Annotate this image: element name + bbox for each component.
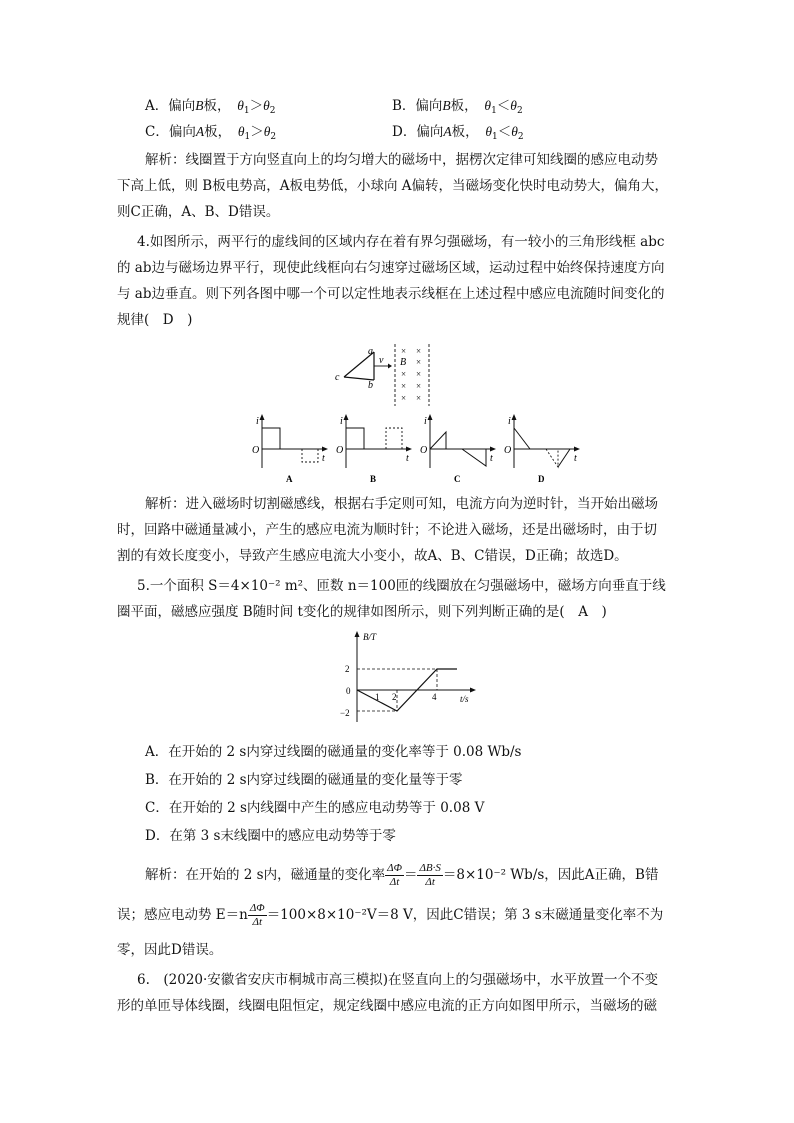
q3-option-d: D．偏向A板， $\theta_1<\theta_2$	[392, 124, 524, 142]
axis-label-origin: O	[504, 445, 512, 456]
x-axis-arrow	[470, 688, 476, 693]
q4-graph-b	[336, 414, 412, 484]
y-axis-arrow	[355, 631, 360, 637]
q4-stem-line-1: 4.如图所示，两平行的虚线间的区域内存在着有界匀强磁场，有一较小的三角形线框 abc	[137, 234, 665, 250]
q4-graph-d	[504, 414, 580, 484]
q5-analysis-line-3: 零，因此D错误。	[117, 942, 223, 958]
axis-label-t: t	[322, 453, 325, 464]
graph-label-c: C	[454, 474, 461, 484]
cross-mark: ×	[416, 381, 422, 391]
q5-bt-graph	[330, 628, 480, 724]
q4-analysis-line-3: 割的有效长度变小，导致产生感应电流大小变小，故A、B、C错误，D正确；故选D。	[117, 548, 628, 564]
graph-label-b: B	[370, 474, 377, 484]
axis-label-t: t	[574, 453, 577, 464]
y-axis-arrow	[260, 414, 265, 420]
x-axis-arrow	[322, 447, 328, 452]
q4-setup-figure	[330, 342, 440, 408]
q4-velocity-arrow-head	[388, 364, 392, 369]
q4-label-B: B	[400, 357, 407, 368]
q4-stem-line-3: 与 ab边垂直。则下列各图中哪一个可以定性地表示线框在上述过程中感应电流随时间变化的	[117, 286, 665, 302]
q4-analysis-line-2: 时，回路中磁通量减小，产生的感应电流为顺时针；不论进入磁场，还是出磁场时，由于切	[117, 522, 657, 538]
fraction-dphi-dt: $\frac{\Delta\Phi}{\Delta t}$	[387, 862, 402, 888]
cross-mark: ×	[416, 393, 422, 403]
q4-label-v: v	[379, 355, 384, 366]
cross-mark: ×	[401, 369, 407, 379]
x-axis-label: t/s	[460, 694, 469, 704]
q5-analysis-line-1: 解析：在开始的 2 s内，磁通量的变化率 $\frac{\Delta\Phi}{\Delta t}$ ＝ $\frac{\Delta B\cdot S}{\Delta t}$ ＝8×10⁻² Wb/s，因此A正确，B错	[145, 862, 659, 888]
axis-label-origin: O	[252, 445, 260, 456]
y-axis-label: B/T	[363, 632, 377, 642]
current-falling-ramp	[462, 449, 486, 466]
q5-option-d: D．在第 3 s末线圈中的感应电动势等于零	[145, 828, 396, 844]
graph-label-d: D	[538, 474, 545, 484]
current-pulse-1	[346, 428, 364, 449]
tick-label-x-2: 2	[392, 692, 397, 702]
q3-option-b: B．偏向B板， $\theta_1<\theta_2$	[392, 98, 523, 116]
axis-label-i: i	[340, 416, 343, 427]
q4-graph-a	[252, 414, 328, 484]
axis-label-i: i	[256, 416, 259, 427]
q4-stem-line-2: 的 ab边与磁场边界平行，现使此线框向右匀速穿过磁场区域，运动过程中始终保持速度方向	[117, 260, 665, 276]
q3-analysis-line-2: 下高上低，则 B板电势高，A板电势低，小球向 A偏转，当磁场变化快时电动势大，偏角大，	[117, 178, 669, 194]
current-positive-segment	[262, 428, 280, 449]
axis-label-origin: O	[420, 445, 428, 456]
axis-label-t: t	[406, 453, 409, 464]
q4-analysis-line-1: 解析：进入磁场时切割磁感线，根据右手定则可知，电流方向为逆时针，当开始出磁场	[145, 496, 658, 512]
cross-mark: ×	[401, 346, 407, 356]
axis-label-origin: O	[336, 445, 344, 456]
graph-label-a: A	[286, 474, 293, 484]
tick-label-y-zero: 0	[346, 686, 351, 696]
current-decreasing-positive	[514, 428, 530, 449]
q3-analysis-line-1: 解析：线圈置于方向竖直向上的均匀增大的磁场中，据楞次定律可知线圈的感应电动势	[145, 152, 658, 168]
q3-option-a: A．偏向B板， $\theta_1>\theta_2$	[145, 98, 276, 116]
current-decreasing-negative	[546, 449, 558, 467]
cross-mark: ×	[401, 393, 407, 403]
current-rising-ramp	[430, 432, 446, 449]
q5-stem-line-2: 圈平面，磁感应强度 B随时间 t变化的规律如图所示，则下列判断正确的是( A )	[117, 604, 607, 620]
cross-mark: ×	[416, 369, 422, 379]
tick-label-x-4: 4	[432, 692, 437, 702]
cross-mark: ×	[416, 346, 422, 356]
tick-label-x-1: 1	[375, 692, 380, 702]
cross-mark: ×	[401, 381, 407, 391]
q5-option-a: A．在开始的 2 s内穿过线圈的磁通量的变化率等于 0.08 Wb/s	[145, 744, 522, 760]
q4-answer-graphs	[250, 412, 580, 488]
q5-stem-line-1: 5.一个面积 S＝4×10⁻² m²、匝数 n＝100匝的线圈放在匀强磁场中，磁场方向垂直于线	[137, 578, 666, 594]
q5-analysis-line-2: 误；感应电动势 E＝n $\frac{\Delta\Phi}{\Delta t}$ ＝100×8×10⁻²V＝8 V，因此C错误；第 3 s末磁通量变化率不为	[117, 902, 664, 928]
q3-analysis-line-3: 则C正确，A、B、D错误。	[117, 204, 280, 220]
q6-stem-line-1: 6. (2020·安徽省安庆市桐城市高三模拟)在竖直向上的匀强磁场中，水平放置一个不变	[137, 972, 659, 988]
current-negative-segment	[302, 449, 318, 462]
q4-stem-line-4: 规律( D )	[117, 312, 193, 328]
q4-label-c: c	[335, 372, 340, 383]
tick-label-y-pos: 2	[345, 664, 350, 674]
q4-label-b: b	[368, 380, 373, 391]
q5-option-c: C．在开始的 2 s内线圈中产生的感应电动势等于 0.08 V	[145, 800, 485, 816]
axis-label-t: t	[490, 453, 493, 464]
q4-graph-c	[420, 414, 496, 484]
cross-mark: ×	[416, 357, 422, 367]
q5-option-b: B．在开始的 2 s内穿过线圈的磁通量的变化量等于零	[145, 772, 463, 788]
q3-option-c: C．偏向A板， $\theta_1>\theta_2$	[145, 124, 277, 142]
fraction-dphi-dt: $\frac{\Delta\Phi}{\Delta t}$	[249, 902, 265, 928]
fraction-db-s-dt: $\frac{\Delta B\cdot S}{\Delta t}$	[419, 862, 441, 888]
axis-label-i: i	[508, 416, 511, 427]
q6-stem-line-2: 形的单匝导体线圈，线圈电阻恒定，规定线圈中感应电流的正方向如图甲所示，当磁场的磁	[117, 998, 657, 1014]
current-pulse-2	[386, 428, 402, 449]
q4-label-a: a	[368, 346, 373, 357]
axis-label-i: i	[424, 416, 427, 427]
tick-label-y-neg: −2	[340, 708, 350, 718]
